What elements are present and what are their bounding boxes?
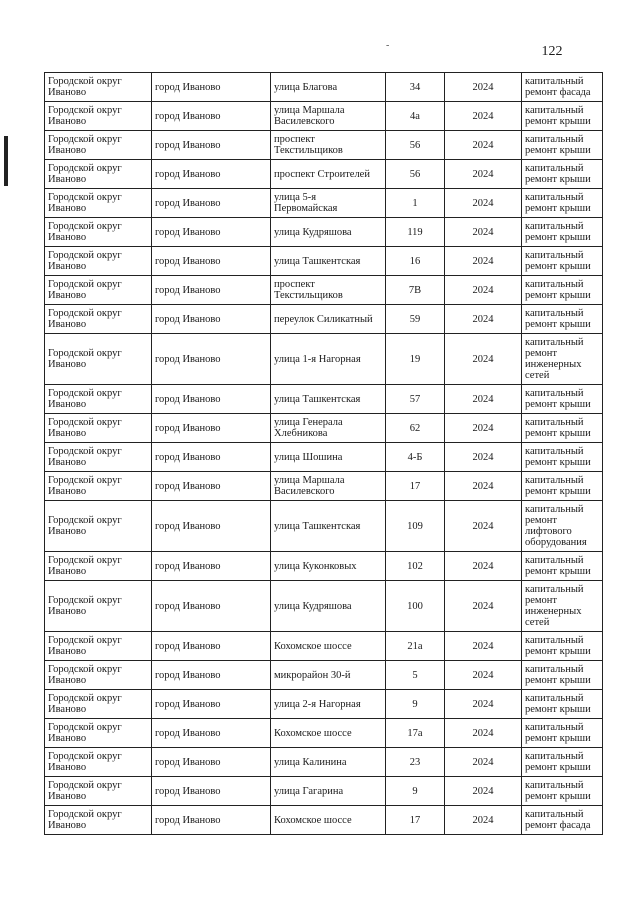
- cell-year: 2024: [445, 247, 522, 276]
- cell-okrug: Городской округ Иваново: [45, 501, 152, 552]
- cell-street: улица Калинина: [271, 748, 386, 777]
- cell-city: город Иваново: [152, 189, 271, 218]
- cell-house-number: 19: [386, 334, 445, 385]
- cell-work-type: капитальный ремонт крыши: [522, 218, 603, 247]
- cell-year: 2024: [445, 189, 522, 218]
- cell-house-number: 5: [386, 661, 445, 690]
- table-row: [45, 102, 603, 131]
- cell-year: 2024: [445, 472, 522, 501]
- cell-year: 2024: [445, 385, 522, 414]
- cell-city: город Иваново: [152, 806, 271, 835]
- cell-okrug: Городской округ Иваново: [45, 632, 152, 661]
- cell-work-type: капитальный ремонт крыши: [522, 661, 603, 690]
- cell-okrug: Городской округ Иваново: [45, 247, 152, 276]
- registry-table-body: [45, 73, 603, 835]
- cell-house-number: 62: [386, 414, 445, 443]
- cell-street: улица Ташкентская: [271, 385, 386, 414]
- cell-okrug: Городской округ Иваново: [45, 334, 152, 385]
- cell-work-type: капитальный ремонт крыши: [522, 385, 603, 414]
- cell-city: город Иваново: [152, 385, 271, 414]
- cell-city: город Иваново: [152, 247, 271, 276]
- cell-work-type: капитальный ремонт крыши: [522, 719, 603, 748]
- cell-work-type: капитальный ремонт крыши: [522, 102, 603, 131]
- cell-okrug: Городской округ Иваново: [45, 690, 152, 719]
- cell-work-type: капитальный ремонт лифтового оборудования: [522, 501, 603, 552]
- cell-work-type: капитальный ремонт крыши: [522, 748, 603, 777]
- cell-year: 2024: [445, 806, 522, 835]
- table-row: [45, 472, 603, 501]
- cell-okrug: Городской округ Иваново: [45, 661, 152, 690]
- cell-street: улица 5-я Первомайская: [271, 189, 386, 218]
- cell-work-type: капитальный ремонт крыши: [522, 552, 603, 581]
- cell-year: 2024: [445, 414, 522, 443]
- cell-street: Кохомское шоссе: [271, 719, 386, 748]
- cell-city: город Иваново: [152, 690, 271, 719]
- cell-street: проспект Строителей: [271, 160, 386, 189]
- cell-city: город Иваново: [152, 305, 271, 334]
- cell-city: город Иваново: [152, 160, 271, 189]
- cell-city: город Иваново: [152, 719, 271, 748]
- cell-work-type: капитальный ремонт крыши: [522, 443, 603, 472]
- cell-okrug: Городской округ Иваново: [45, 73, 152, 102]
- cell-year: 2024: [445, 690, 522, 719]
- cell-okrug: Городской округ Иваново: [45, 385, 152, 414]
- cell-house-number: 4а: [386, 102, 445, 131]
- cell-year: 2024: [445, 719, 522, 748]
- cell-city: город Иваново: [152, 501, 271, 552]
- cell-year: 2024: [445, 632, 522, 661]
- cell-city: город Иваново: [152, 443, 271, 472]
- cell-work-type: капитальный ремонт крыши: [522, 247, 603, 276]
- cell-house-number: 56: [386, 160, 445, 189]
- cell-street: переулок Силикатный: [271, 305, 386, 334]
- cell-city: город Иваново: [152, 131, 271, 160]
- cell-year: 2024: [445, 160, 522, 189]
- page-number: 122: [541, 44, 563, 59]
- table-row: [45, 305, 603, 334]
- cell-street: улица Маршала Василевского: [271, 102, 386, 131]
- cell-okrug: Городской округ Иваново: [45, 748, 152, 777]
- cell-street: улица Шошина: [271, 443, 386, 472]
- top-mark: -: [386, 40, 390, 51]
- cell-work-type: капитальный ремонт крыши: [522, 131, 603, 160]
- cell-city: город Иваново: [152, 632, 271, 661]
- table-row: [45, 552, 603, 581]
- cell-house-number: 7В: [386, 276, 445, 305]
- table-row: [45, 334, 603, 385]
- registry-table: [44, 72, 603, 835]
- cell-street: улица Маршала Василевского: [271, 472, 386, 501]
- cell-street: Кохомское шоссе: [271, 806, 386, 835]
- cell-city: город Иваново: [152, 552, 271, 581]
- cell-city: город Иваново: [152, 334, 271, 385]
- cell-work-type: капитальный ремонт крыши: [522, 414, 603, 443]
- cell-street: улица Гагарина: [271, 777, 386, 806]
- cell-street: улица Куконковых: [271, 552, 386, 581]
- cell-street: улица Кудряшова: [271, 218, 386, 247]
- cell-house-number: 57: [386, 385, 445, 414]
- table-row: [45, 414, 603, 443]
- margin-scan-mark: [4, 136, 8, 186]
- cell-house-number: 4-Б: [386, 443, 445, 472]
- cell-work-type: капитальный ремонт крыши: [522, 472, 603, 501]
- table-row: [45, 160, 603, 189]
- cell-house-number: 17: [386, 472, 445, 501]
- cell-city: город Иваново: [152, 748, 271, 777]
- cell-year: 2024: [445, 218, 522, 247]
- table-row: [45, 501, 603, 552]
- cell-work-type: капитальный ремонт крыши: [522, 632, 603, 661]
- table-row: [45, 581, 603, 632]
- cell-work-type: капитальный ремонт фасада: [522, 806, 603, 835]
- cell-okrug: Городской округ Иваново: [45, 472, 152, 501]
- table-row: [45, 443, 603, 472]
- cell-okrug: Городской округ Иваново: [45, 189, 152, 218]
- cell-house-number: 1: [386, 189, 445, 218]
- cell-work-type: капитальный ремонт крыши: [522, 777, 603, 806]
- table-row: [45, 189, 603, 218]
- cell-year: 2024: [445, 443, 522, 472]
- cell-okrug: Городской округ Иваново: [45, 552, 152, 581]
- cell-year: 2024: [445, 552, 522, 581]
- cell-house-number: 34: [386, 73, 445, 102]
- cell-okrug: Городской округ Иваново: [45, 443, 152, 472]
- cell-house-number: 17а: [386, 719, 445, 748]
- cell-work-type: капитальный ремонт инженерных сетей: [522, 334, 603, 385]
- cell-street: улица 1-я Нагорная: [271, 334, 386, 385]
- table-row: [45, 276, 603, 305]
- cell-house-number: 21а: [386, 632, 445, 661]
- cell-house-number: 23: [386, 748, 445, 777]
- cell-okrug: Городской округ Иваново: [45, 777, 152, 806]
- cell-okrug: Городской округ Иваново: [45, 102, 152, 131]
- cell-street: улица 2-я Нагорная: [271, 690, 386, 719]
- cell-house-number: 56: [386, 131, 445, 160]
- cell-okrug: Городской округ Иваново: [45, 305, 152, 334]
- cell-street: Кохомское шоссе: [271, 632, 386, 661]
- cell-work-type: капитальный ремонт крыши: [522, 305, 603, 334]
- table-row: [45, 73, 603, 102]
- table-row: [45, 777, 603, 806]
- cell-work-type: капитальный ремонт инженерных сетей: [522, 581, 603, 632]
- table-row: [45, 218, 603, 247]
- cell-house-number: 9: [386, 777, 445, 806]
- cell-house-number: 119: [386, 218, 445, 247]
- cell-city: город Иваново: [152, 276, 271, 305]
- cell-okrug: Городской округ Иваново: [45, 131, 152, 160]
- cell-work-type: капитальный ремонт фасада: [522, 73, 603, 102]
- cell-okrug: Городской округ Иваново: [45, 806, 152, 835]
- cell-street: микрорайон 30-й: [271, 661, 386, 690]
- table-row: [45, 719, 603, 748]
- cell-city: город Иваново: [152, 777, 271, 806]
- cell-okrug: Городской округ Иваново: [45, 719, 152, 748]
- cell-house-number: 16: [386, 247, 445, 276]
- cell-house-number: 59: [386, 305, 445, 334]
- cell-house-number: 9: [386, 690, 445, 719]
- cell-street: проспект Текстильщиков: [271, 131, 386, 160]
- cell-house-number: 109: [386, 501, 445, 552]
- cell-okrug: Городской округ Иваново: [45, 581, 152, 632]
- cell-year: 2024: [445, 73, 522, 102]
- table-row: [45, 385, 603, 414]
- table-row: [45, 661, 603, 690]
- cell-city: город Иваново: [152, 102, 271, 131]
- cell-year: 2024: [445, 777, 522, 806]
- cell-work-type: капитальный ремонт крыши: [522, 160, 603, 189]
- cell-year: 2024: [445, 102, 522, 131]
- table-row: [45, 690, 603, 719]
- cell-street: улица Ташкентская: [271, 501, 386, 552]
- cell-city: город Иваново: [152, 73, 271, 102]
- cell-okrug: Городской округ Иваново: [45, 218, 152, 247]
- cell-city: город Иваново: [152, 581, 271, 632]
- cell-okrug: Городской округ Иваново: [45, 160, 152, 189]
- cell-work-type: капитальный ремонт крыши: [522, 690, 603, 719]
- cell-year: 2024: [445, 131, 522, 160]
- cell-year: 2024: [445, 581, 522, 632]
- cell-work-type: капитальный ремонт крыши: [522, 276, 603, 305]
- table-row: [45, 131, 603, 160]
- cell-house-number: 100: [386, 581, 445, 632]
- cell-street: улица Благова: [271, 73, 386, 102]
- cell-work-type: капитальный ремонт крыши: [522, 189, 603, 218]
- cell-okrug: Городской округ Иваново: [45, 276, 152, 305]
- cell-okrug: Городской округ Иваново: [45, 414, 152, 443]
- cell-street: улица Ташкентская: [271, 247, 386, 276]
- cell-city: город Иваново: [152, 414, 271, 443]
- cell-year: 2024: [445, 334, 522, 385]
- cell-street: улица Кудряшова: [271, 581, 386, 632]
- cell-house-number: 17: [386, 806, 445, 835]
- cell-year: 2024: [445, 501, 522, 552]
- cell-city: город Иваново: [152, 661, 271, 690]
- cell-city: город Иваново: [152, 218, 271, 247]
- cell-house-number: 102: [386, 552, 445, 581]
- table-row: [45, 247, 603, 276]
- cell-year: 2024: [445, 276, 522, 305]
- table-row: [45, 748, 603, 777]
- table-row: [45, 806, 603, 835]
- cell-city: город Иваново: [152, 472, 271, 501]
- table-row: [45, 632, 603, 661]
- cell-street: проспект Текстильщиков: [271, 276, 386, 305]
- cell-year: 2024: [445, 748, 522, 777]
- cell-year: 2024: [445, 305, 522, 334]
- cell-street: улица Генерала Хлебникова: [271, 414, 386, 443]
- cell-year: 2024: [445, 661, 522, 690]
